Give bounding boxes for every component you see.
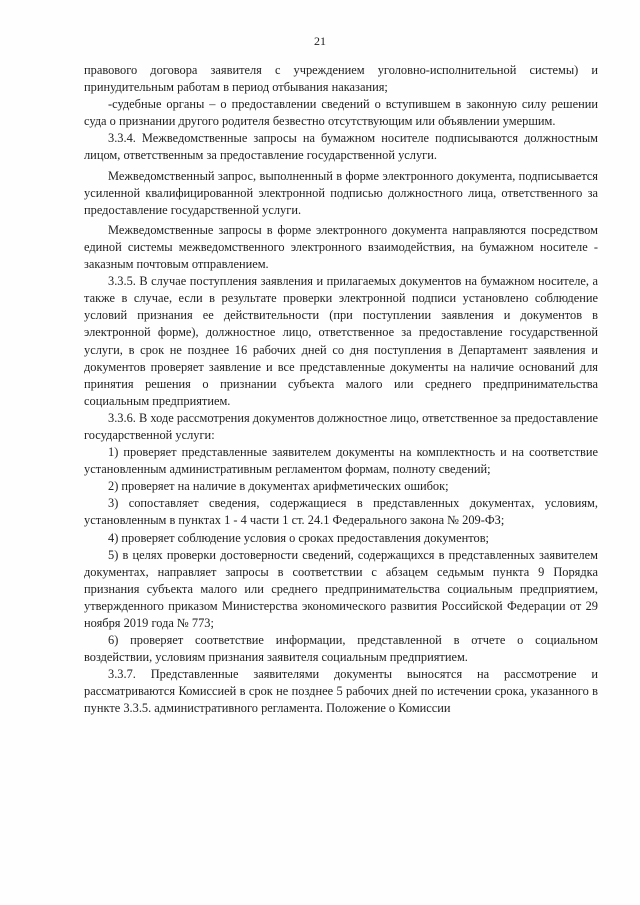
list-item: 1) проверяет представленные заявителем документы на комплектность и на соответствие установленным административным регламентом формам, полноту сведений; [84, 445, 598, 477]
list-item: 4) проверяет соблюдение условия о сроках предоставления документов; [108, 530, 489, 545]
list-item: 3) сопоставляет сведения, содержащиеся в представленных документах, условиям, установленным в пунктах 1 - 4 части 1 ст. 24.1 Федерального закона № 209-ФЗ; [84, 496, 598, 528]
list-item: 5) в целях проверки достоверности сведений, содержащихся в представленных заявителем документах, направляет запросы в соответствии с абзацем седьмым пункта 9 Порядка признания субъекта малого или среднего предпринимательства социальным предприятием, утвержденного приказом Министерства экономического развития Российской Федерации от 29 ноября 2019 года № 773; [84, 547, 598, 630]
paragraph: 3.3.4. Межведомственные запросы на бумажном носителе подписываются должностным лицом, ответственным за предоставление государственной услуги. [84, 131, 598, 163]
list-item: 2) проверяет на наличие в документах арифметических ошибок; [108, 479, 449, 494]
paragraph: Межведомственный запрос, выполненный в форме электронного документа, подписывается усиленной квалифицированной электронной подписью должностного лица, ответственного за предоставление государственной услуги. [84, 168, 598, 217]
document-body [84, 62, 598, 718]
list-item: 6) проверяет соответствие информации, представленной в отчете о социальном воздействии, условиям признания заявителя социальным предприятием. [84, 633, 598, 665]
paragraph: Межведомственные запросы в форме электронного документа направляются посредством единой системы межведомственного электронного взаимодействия, на бумажном носителе - заказным почтовым отправлением. [84, 222, 598, 272]
paragraph: правового договора заявителя с учреждением уголовно-исполнительной системы) и принудительным работам в период отбывания наказания; [84, 63, 598, 95]
paragraph: 3.3.6. В ходе рассмотрения документов должностное лицо, ответственное за предоставление государственной услуги: [84, 410, 598, 442]
paragraph: -судебные органы – о предоставлении сведений о вступившем в законную силу решении суда о признании другого родителя безвестно отсутствующим или объявлении умершим. [84, 97, 598, 129]
paragraph: 3.3.5. В случае поступления заявления и прилагаемых документов на бумажном носителе, а также в случае, если в результате проверки электронной подписи установлено соблюдение условий признания ее действительности (при поступлении заявления и документов в электронной форме), должностное лицо, ответственное за предоставление государственной услуги, в срок не позднее 16 рабочих дней со дня поступления в Департамент заявления и документов проверяет заявление и все представленные документы на наличие оснований для принятия решения о признании субъекта малого или среднего предпринимательства социальным предприятием. [84, 274, 598, 408]
page-number: 21 [314, 34, 326, 48]
paragraph: 3.3.7. Представленные заявителями документы выносятся на рассмотрение и рассматриваются Комиссией в срок не позднее 5 рабочих дней по истечении срока, указанного в пункте 3.3.5. административного регламента. Положение о Комиссии [84, 667, 598, 716]
